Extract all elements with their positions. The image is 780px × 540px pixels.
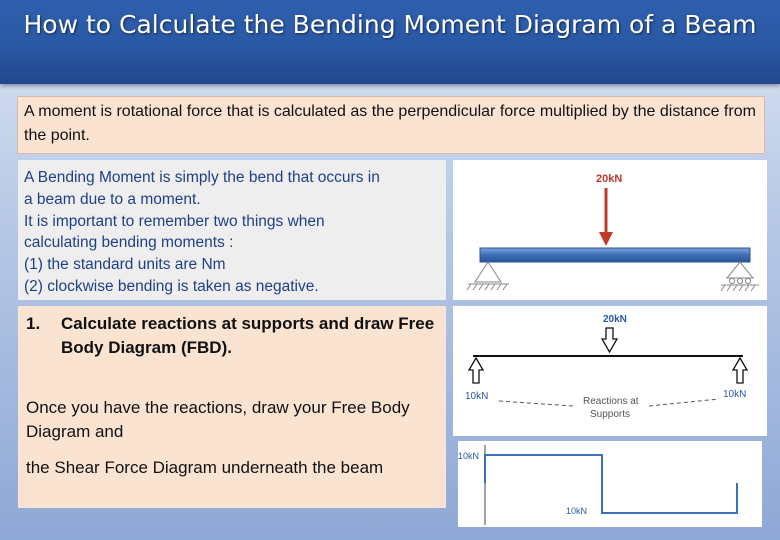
step-paragraph-fbd: Once you have the reactions, draw your Free Body Diagram and [26, 398, 410, 441]
note-leader-right [649, 399, 719, 406]
reactions-note-line1: Reactions at [583, 396, 639, 407]
step-box [18, 306, 446, 508]
left-reaction-label: 10kN [465, 391, 489, 402]
load-arrow-icon [599, 188, 613, 246]
sfd-line [485, 455, 737, 513]
right-reaction-arrow-icon [733, 358, 747, 383]
title-bar [0, 0, 780, 84]
bending-line: a beam due to a moment. [24, 190, 201, 208]
beam-figure [453, 160, 767, 300]
step-heading-text: Calculate reactions at supports and draw Free Body Diagram (FBD). [61, 314, 435, 357]
bending-line: (2) clockwise bending is taken as negative. [24, 277, 319, 295]
roller-support-right-icon [721, 262, 759, 291]
fbd-load-arrow-icon [602, 328, 617, 352]
load-label: 20kN [596, 173, 623, 185]
beam [480, 248, 750, 262]
pin-support-left-icon [467, 262, 509, 290]
bending-moment-box [18, 160, 446, 300]
sfd-figure [458, 441, 762, 527]
sfd-top-label: 10kN [458, 451, 480, 461]
reactions-note-line2: Supports [590, 409, 631, 420]
fbd-load-label: 20kN [603, 314, 627, 325]
bending-line: calculating bending moments : [24, 234, 234, 252]
step-heading [26, 312, 438, 360]
bending-line: It is important to remember two things when [24, 212, 325, 230]
bending-line: A Bending Moment is simply the bend that occurs in [24, 169, 380, 186]
step-number: 1. [26, 314, 41, 333]
note-leader-left [499, 401, 573, 406]
sfd-bottom-label: 10kN [566, 506, 588, 516]
bending-line: (1) the standard units are Nm [24, 256, 226, 274]
left-reaction-arrow-icon [469, 358, 483, 383]
step-paragraph-sfd: the Shear Force Diagram underneath the beam [26, 458, 384, 477]
right-reaction-label: 10kN [723, 389, 747, 400]
slide-title: How to Calculate the Bending Moment Diagram of a Beam [23, 10, 757, 39]
definition-box: A moment is rotational force that is calculated as the perpendicular force multiplied by the distance from the point. [17, 96, 765, 154]
fbd-figure [453, 306, 767, 436]
